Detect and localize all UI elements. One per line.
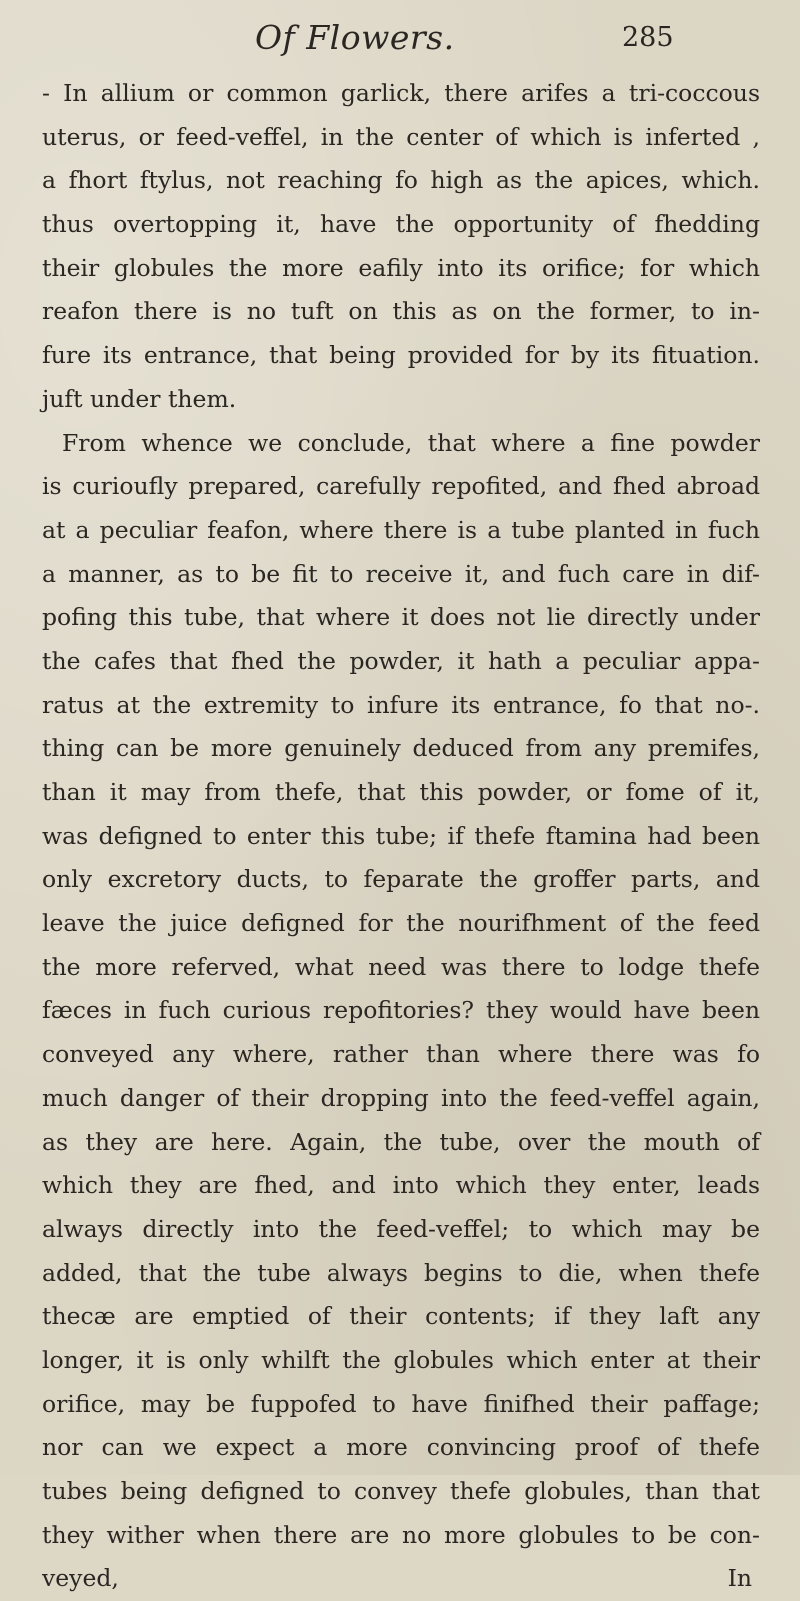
text-line: the more referved, what need was there to lodge thefe — [42, 952, 760, 981]
text-line: added, that the tube always begins to die, when thefe — [42, 1258, 760, 1287]
text-line: uterus, or feed-veffel, in the center of which is inferted , — [42, 122, 760, 151]
text-line: which they are fhed, and into which they enter, leads — [42, 1171, 760, 1200]
text-line: their globules the more eafily into its orifice; for which — [42, 253, 760, 282]
body-text — [42, 72, 760, 1601]
text-line: conveyed any where, rather than where there was fo — [42, 1040, 760, 1069]
running-head-title: Of Flowers. — [255, 18, 455, 57]
running-head — [0, 18, 800, 58]
text-line: From whence we conclude, that where a fine powder — [62, 428, 760, 457]
text-line: they wither when there are no more globules to be con- — [42, 1520, 760, 1549]
final-line-text: veyed, — [42, 1564, 119, 1593]
text-line: juft under them. — [42, 384, 237, 413]
text-line: a manner, as to be fit to receive it, and fuch care in dif- — [42, 559, 760, 588]
text-line: nor can we expect a more convincing proof of thefe — [42, 1433, 760, 1462]
text-line: pofing this tube, that where it does not lie directly under — [42, 603, 760, 632]
text-line: tubes being defigned to convey thefe globules, than that — [42, 1477, 760, 1505]
text-line: a fhort ftylus, not reaching fo high as the apices, which. — [42, 166, 760, 195]
text-line: reafon there is no tuft on this as on the former, to in- — [42, 297, 760, 326]
text-line: thing can be more genuinely deduced from any premifes, — [42, 734, 760, 763]
text-line: thecæ are emptied of their contents; if they laft any — [42, 1302, 760, 1331]
text-line: is curioufly prepared, carefully repofited, and fhed abroad — [42, 472, 760, 501]
text-line: always directly into the feed-veffel; to which may be — [42, 1214, 760, 1243]
text-line: orifice, may be fuppofed to have finifhed their paffage; — [42, 1389, 760, 1418]
text-line: the cafes that fhed the powder, it hath a peculiar appa- — [42, 646, 760, 675]
text-line: much danger of their dropping into the feed-veffel again, — [42, 1083, 760, 1112]
text-line: thus overtopping it, have the opportunity of fhedding — [42, 210, 760, 239]
text-line: was defigned to enter this tube; if thefe ftamina had been — [42, 821, 760, 850]
text-line: fæces in fuch curious repofitories? they would have been — [42, 996, 760, 1025]
text-line: ratus at the extremity to infure its entrance, fo that no-. — [42, 690, 760, 719]
text-line: leave the juice defigned for the nourifhment of the feed — [42, 909, 760, 938]
text-line: fure its entrance, that being provided for by its fituation. — [42, 341, 760, 370]
text-line: only excretory ducts, to feparate the groffer parts, and — [42, 865, 760, 894]
text-line: than it may from thefe, that this powder, or fome of it, — [42, 778, 760, 806]
text-line: - In allium or common garlick, there arifes a tri-coccous — [42, 79, 760, 107]
text-line-last — [42, 1557, 760, 1601]
text-line: longer, it is only whilft the globules which enter at their — [42, 1345, 760, 1374]
text-line: as they are here. Again, the tube, over the mouth of — [42, 1127, 760, 1156]
text-line: at a peculiar feafon, where there is a tube planted in fuch — [42, 515, 760, 544]
catchword: In — [727, 1564, 752, 1593]
page-number: 285 — [622, 22, 674, 53]
